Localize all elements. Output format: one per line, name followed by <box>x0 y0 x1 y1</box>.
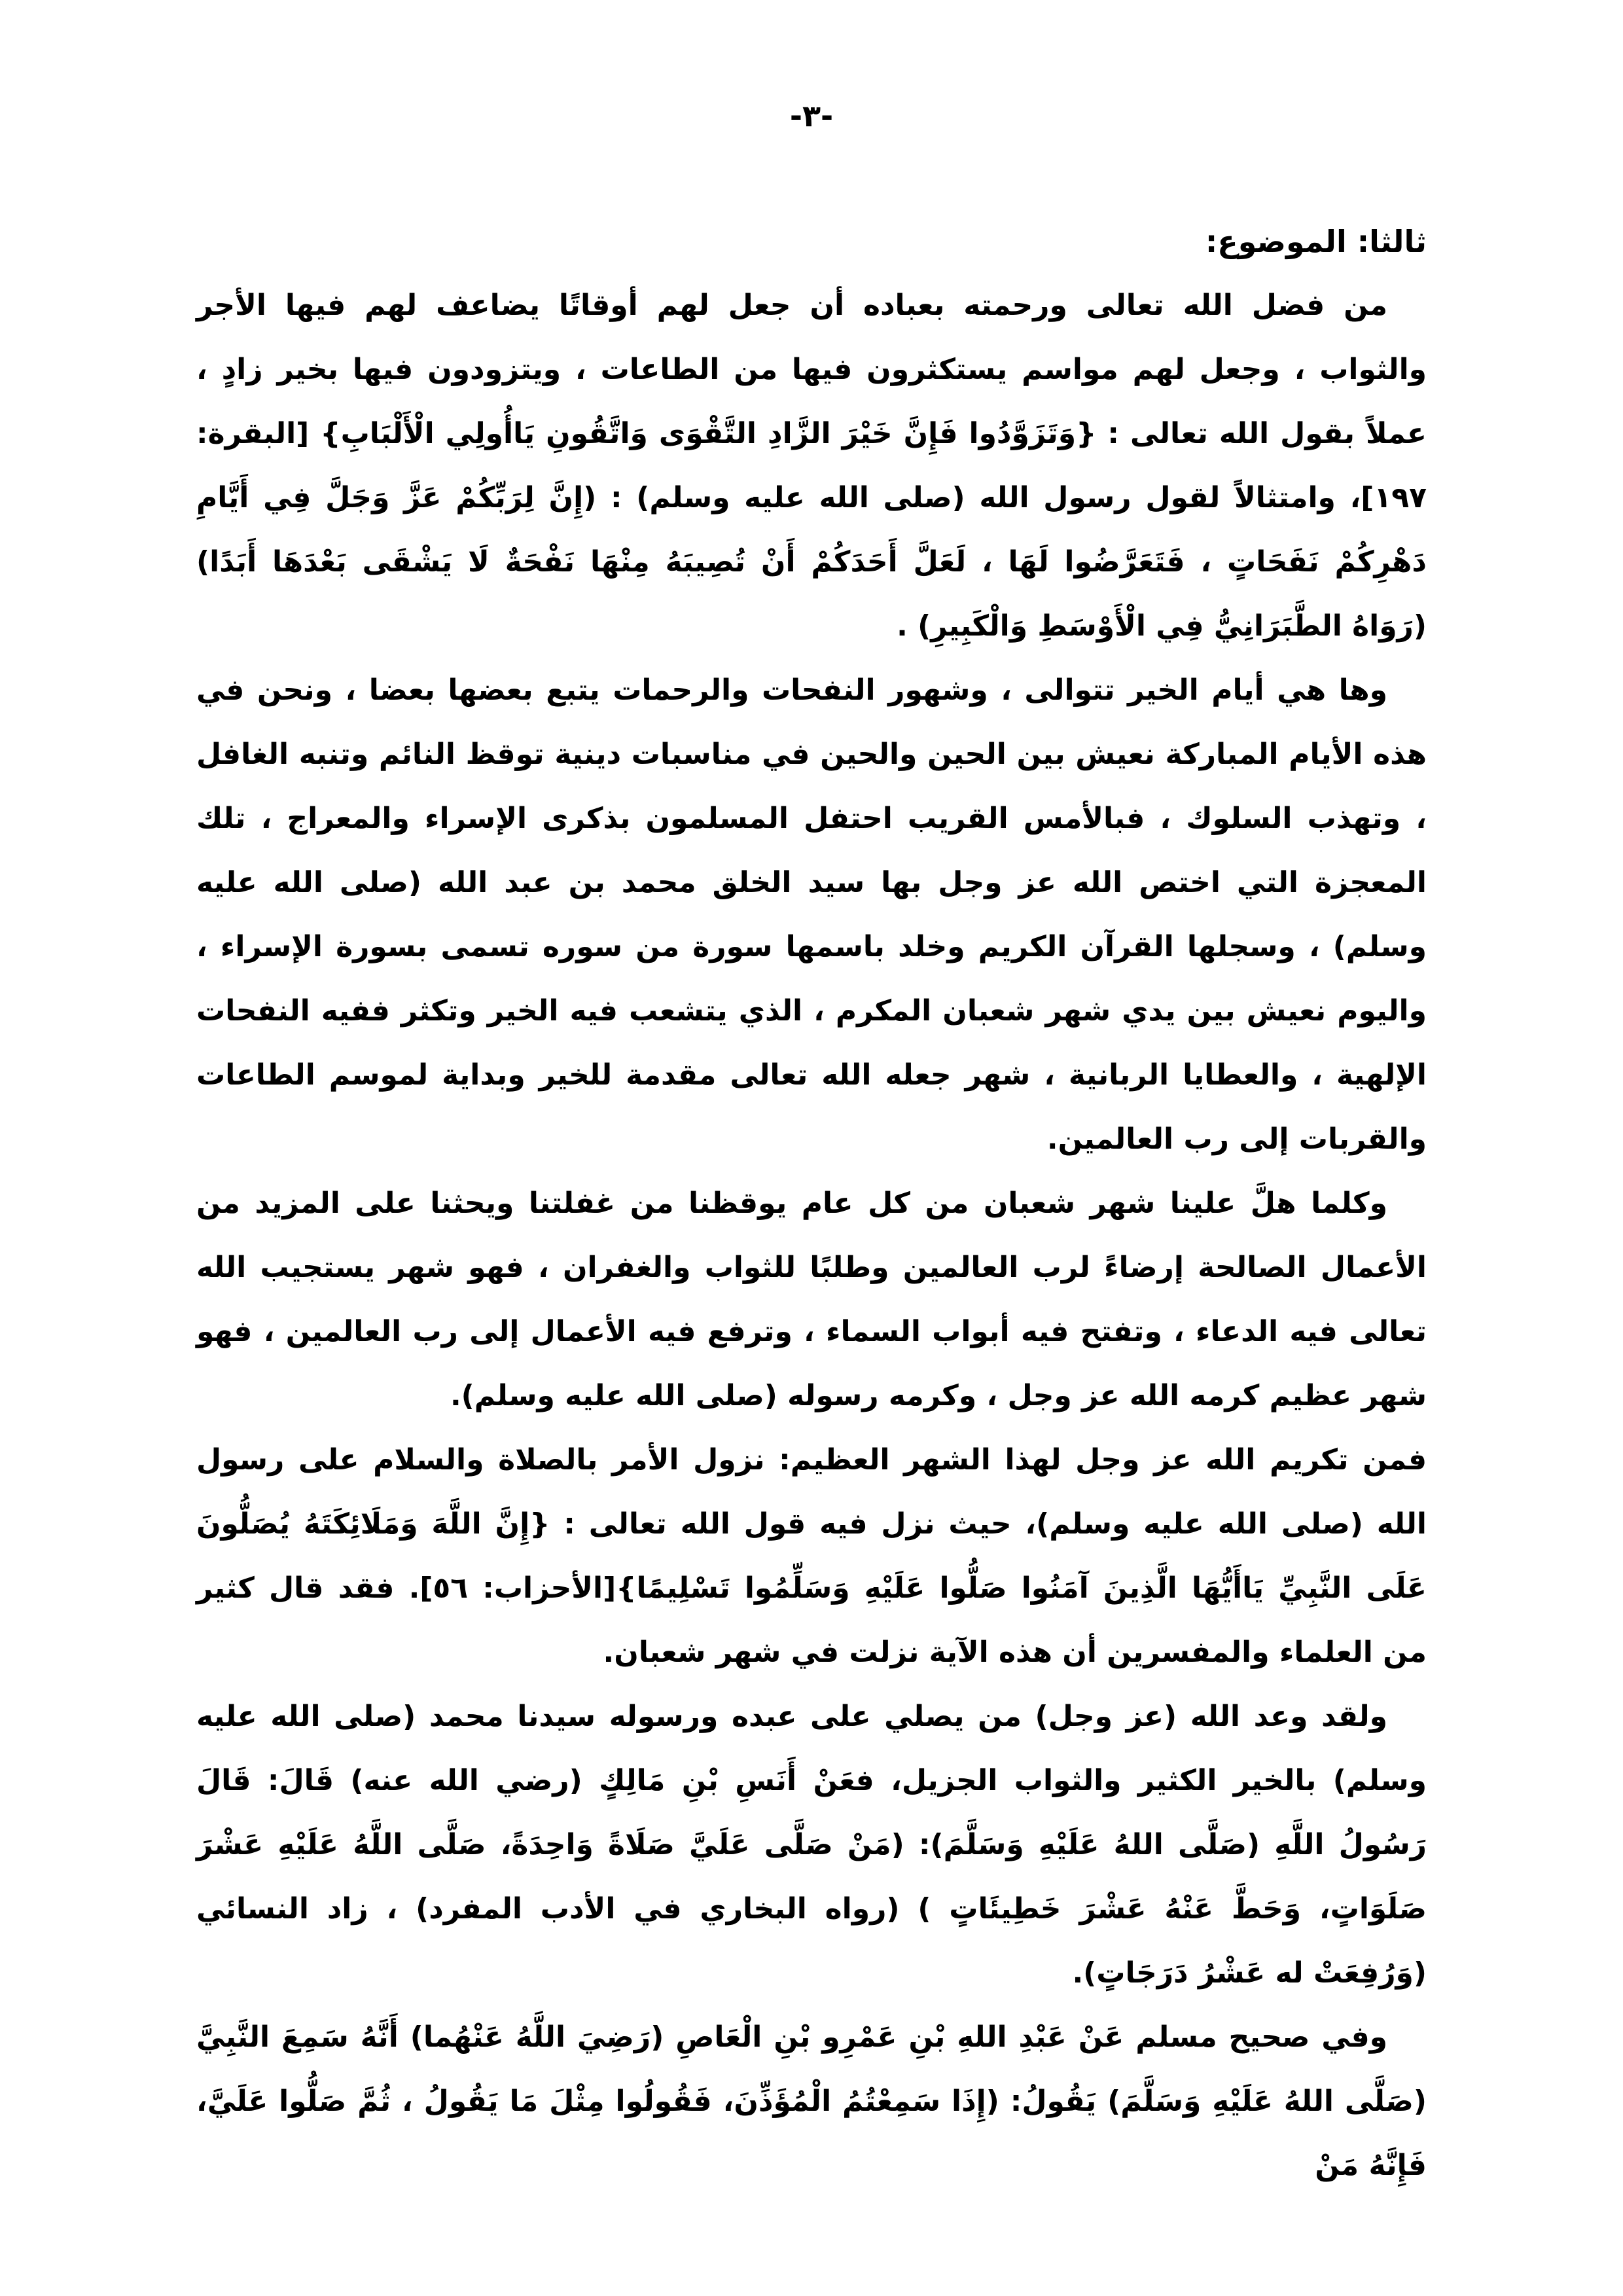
paragraph-4-text: نزول الأمر بالصلاة والسلام على رسول الله (صلى الله عليه وسلم)، حيث نزل فيه قول الله تعالى : {إِنَّ اللَّهَ وَمَلَائِكَتَهُ يُصَلُّونَ عَلَى النَّبِيِّ يَاأَيُّهَا الَّذِينَ آمَنُوا صَلُّوا عَلَيْهِ وَسَلِّمُوا تَسْلِيمًا}[الأحزاب: ٥٦]. فقد قال كثير من العلماء والمفسرين أن هذه الآية نزلت في شهر شعبان. <box>196 1443 1427 1669</box>
paragraph-1: من فضل الله تعالى ورحمته بعباده أن جعل لهم أوقاتًا يضاعف لهم فيها الأجر والثواب ، وجعل لهم مواسم يستكثرون فيها من الطاعات ، ويتزودون فيها بخير زادٍ ، عملاً بقول الله تعالى : {وَتَزَوَّدُوا فَإِنَّ خَيْرَ الزَّادِ التَّقْوَى وَاتَّقُونِ يَاأُولِي الْأَلْبَابِ} [البقرة: ١٩٧]، وامتثالاً لقول رسول الله (صلى الله عليه وسلم) : (إِنَّ لِرَبِّكُمْ عَزَّ وَجَلَّ فِي أَيَّامِ دَهْرِكُمْ نَفَحَاتٍ ، فَتَعَرَّضُوا لَهَا ، لَعَلَّ أَحَدَكُمْ أَنْ تُصِيبَهُ مِنْهَا نَفْحَةٌ لَا يَشْقَى بَعْدَهَا أَبَدًا) (رَوَاهُ الطَّبَرَانِيُّ فِي الْأَوْسَطِ وَالْكَبِيرِ) . <box>196 289 1427 643</box>
document-body <box>196 209 1427 2198</box>
paragraph-6: وفي صحيح مسلم عَنْ عَبْدِ اللهِ بْنِ عَمْرِو بْنِ الْعَاصِ (رَضِيَ اللَّهُ عَنْهُما) أَنَّهُ سَمِعَ النَّبِيَّ (صَلَّى اللهُ عَلَيْهِ وَسَلَّمَ) يَقُولُ: (إِذَا سَمِعْتُمُ الْمُؤَذِّنَ، فَقُولُوا مِثْلَ مَا يَقُولُ ، ثُمَّ صَلُّوا عَلَيَّ، فَإِنَّهُ مَنْ <box>196 2020 1427 2182</box>
paragraph-3: وكلما هلَّ علينا شهر شعبان من كل عام يوقظنا من غفلتنا ويحثنا على المزيد من الأعمال الصالحة إرضاءً لرب العالمين وطلبًا للثواب والغفران ، فهو شهر يستجيب الله تعالى فيه الدعاء ، وتفتح فيه أبواب السماء ، وترفع فيه الأعمال إلى رب العالمين ، فهو شهر عظيم كرمه الله عز وجل ، وكرمه رسوله (صلى الله عليه وسلم). <box>196 1187 1427 1412</box>
heading-title: الموضوع: <box>1205 224 1347 259</box>
paragraph-4 <box>196 1428 1427 1685</box>
heading-prefix: ثالثا: <box>1357 224 1427 259</box>
page-number: -٣- <box>789 98 834 134</box>
section-heading <box>196 209 1427 274</box>
paragraph-4-lead: فمن تكريم الله عز وجل لهذا الشهر العظيم: <box>779 1443 1427 1477</box>
paragraph-5: ولقد وعد الله (عز وجل) من يصلي على عبده ورسوله سيدنا محمد (صلى الله عليه وسلم) بالخير الكثير والثواب الجزيل، فعَنْ أَنَسِ بْنِ مَالِكٍ (رضي الله عنه) قَالَ: قَالَ رَسُولُ اللَّهِ (صَلَّى اللهُ عَلَيْهِ وَسَلَّمَ): (مَنْ صَلَّى عَلَيَّ صَلَاةً وَاحِدَةً، صَلَّى اللَّهُ عَلَيْهِ عَشْرَ صَلَوَاتٍ، وَحَطَّ عَنْهُ عَشْرَ خَطِيئَاتٍ ) (رواه البخاري في الأدب المفرد) ، زاد النسائي (وَرُفِعَتْ له عَشْرُ دَرَجَاتٍ). <box>196 1700 1427 1990</box>
paragraph-2: وها هي أيام الخير تتوالى ، وشهور النفحات والرحمات يتبع بعضها بعضا ، ونحن في هذه الأيام المباركة نعيش بين الحين والحين في مناسبات دينية توقظ النائم وتنبه الغافل ، وتهذب السلوك ، فبالأمس القريب احتفل المسلمون بذكرى الإسراء والمعراج ، تلك المعجزة التي اختص الله عز وجل بها سيد الخلق محمد بن عبد الله (صلى الله عليه وسلم) ، وسجلها القرآن الكريم وخلد باسمها سورة من سوره تسمى بسورة الإسراء ، واليوم نعيش بين يدي شهر شعبان المكرم ، الذي يتشعب فيه الخير وتكثر ففيه النفحات الإلهية ، والعطايا الربانية ، شهر جعله الله تعالى مقدمة للخير وبداية لموسم الطاعات والقربات إلى رب العالمين. <box>196 673 1427 1156</box>
